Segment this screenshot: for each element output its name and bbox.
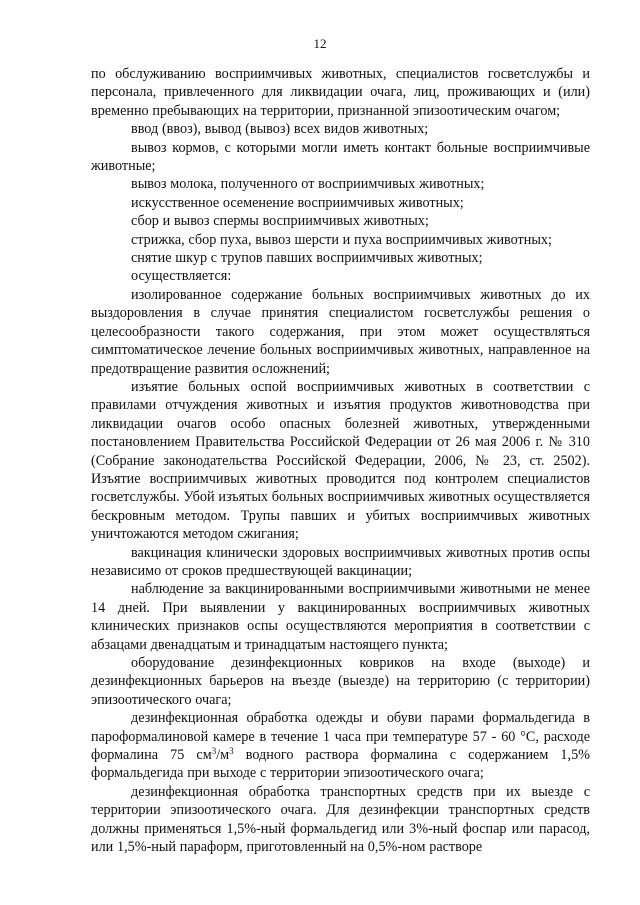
list-item: ввод (ввоз), вывод (вывоз) всех видов животных; — [131, 121, 429, 138]
paragraph: по обслуживанию восприимчивых животных, специалистов госветслужбы и персонала, привлеченного для ликвидации очага, лиц, проживающих и (или) временно пребывающих на территории, признанной эпизоотическим очагом; — [91, 66, 590, 119]
text-segment: водного раствора формалина с содержанием 1,5% формальдегида при выходе с территории эпизоотического очага; — [91, 747, 590, 782]
list-item: вакцинация клинически здоровых восприимчивых животных против оспы независимо от сроков предшествующей вакцинации; — [91, 544, 590, 579]
list-item: снятие шкур с трупов павших восприимчивых животных; — [131, 250, 483, 267]
list-heading: осуществляется: — [131, 268, 232, 285]
text-segment: дезинфекционная обработка одежды и обуви парами формальдегида в пароформалиновой камере в течение 1 часа при температуре 57 - 60 °С, расходе формалина 75 см — [91, 710, 590, 764]
list-item: вывоз кормов, с которыми могли иметь контакт больные восприимчивые животные; — [91, 139, 590, 175]
list-item: изъятие больных оспой восприимчивых животных в соответствии с правилами отчуждения животных и изъятия продуктов животноводства при ликвидации очагов особо опасных болезней животных, утвержденными постановлением Правительства Российской Федерации от 26 мая 2006 г. № 310 (Собрание законодательства Российской Федерации, 2006, № 23, ст. 2502). Изъятие восприимчивых животных проводится под контролем специалистов госветслужбы. Убой изъятых больных восприимчивых животных осуществляется бескровным методом. Трупы павших и убитых восприимчивых животных уничтожаются методом сжигания; — [91, 378, 590, 543]
list-item — [91, 709, 590, 783]
list-item: оборудование дезинфекционных ковриков на входе (выходе) и дезинфекционных барьеров на въезде (выезде) на территорию (с территории) эпизоотического очага; — [91, 655, 590, 708]
document-body — [91, 65, 590, 856]
list-item: изолированное содержание больных восприимчивых животных до их выздоровления в случае принятия специалистом госветслужбы решения о целесообразности такого содержания, при этом может осуществляться симптоматическое лечение больных восприимчивых животных, направленное на предотвращение развития осложнений; — [91, 286, 590, 377]
list-item: вывоз молока, полученного от восприимчивых животных; — [131, 176, 485, 193]
list-item: искусственное осеменение восприимчивых животных; — [131, 194, 464, 211]
page-number: 12 — [313, 36, 327, 51]
superscript: 3 — [229, 746, 234, 757]
list-item: стрижка, сбор пуха, вывоз шерсти и пуха восприимчивых животных; — [131, 231, 552, 248]
superscript: 3 — [211, 746, 217, 757]
list-item: наблюдение за вакцинированными восприимчивыми животными не менее 14 дней. При выявлении у вакцинированных восприимчивых животных клинических признаков оспы осуществляются мероприятия в соответствии с абзацами двенадцатым и тринадцатым настоящего пункта; — [91, 581, 590, 653]
list-item: сбор и вывоз спермы восприимчивых животных; — [131, 213, 429, 230]
list-item: дезинфекционная обработка транспортных средств при их выезде с территории эпизоотического очага. Для дезинфекции транспортных средств должны применяться 1,5%-ный формальдегид или 3%-ный фоспар или парасод, или 1,5%-ный параформ, приготовленный на 0,5%-ном растворе — [91, 783, 590, 856]
text-segment: /м — [216, 747, 230, 764]
